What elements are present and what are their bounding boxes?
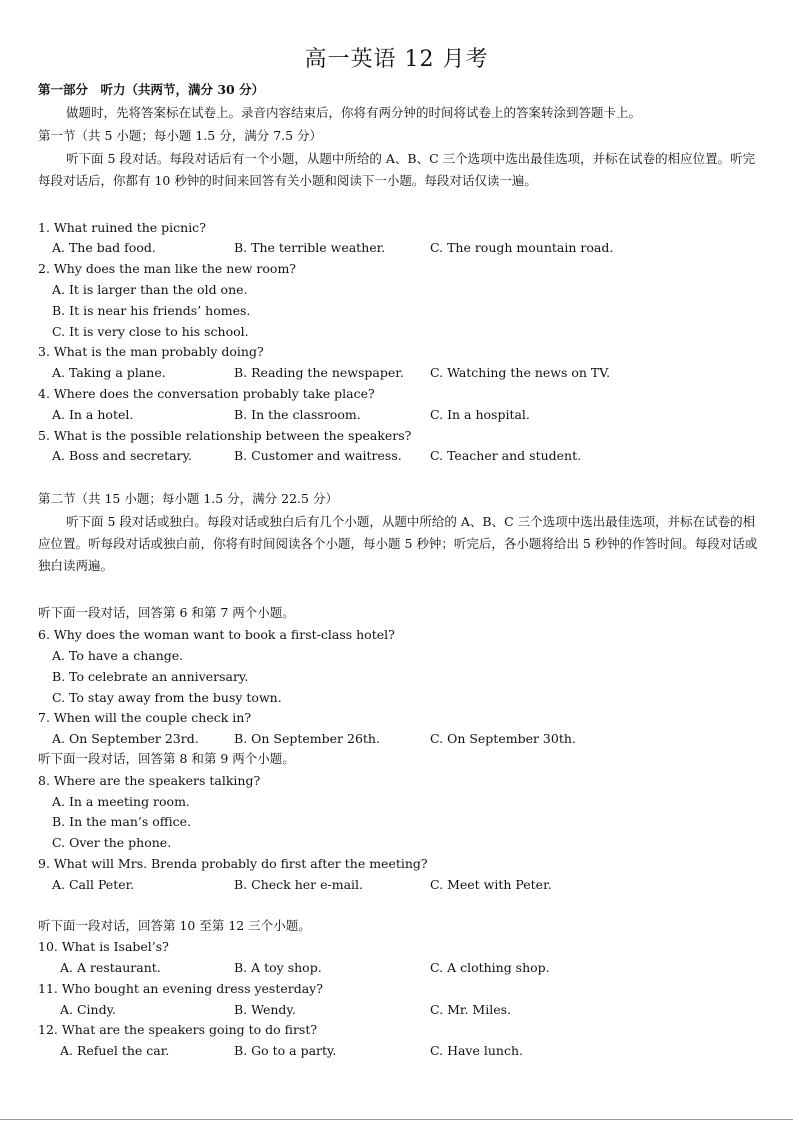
q9-option-c: C. Meet with Peter. xyxy=(430,877,552,892)
question-12: 12. What are the speakers going to do first? xyxy=(38,1022,318,1037)
q1-option-c: C. The rough mountain road. xyxy=(430,240,614,255)
dialog-10-12-instruction: 听下面一段对话，回答第 10 至第 12 三个小题。 xyxy=(38,918,311,933)
dialog-6-7-instruction: 听下面一段对话，回答第 6 和第 7 两个小题。 xyxy=(38,605,295,620)
section1-instruction: 听下面 5 段对话。每段对话后有一个小题，从题中所给的 A、B、C 三个选项中选出最佳选项，并标在试卷的相应位置。听完每段对话后，你都有 10 秒钟的时间来回答有关小题和阅读下一小题。每段对话仅读一遍。 xyxy=(38,151,756,188)
q10-option-b: B. A toy shop. xyxy=(234,960,322,975)
q12-option-b: B. Go to a party. xyxy=(234,1043,337,1058)
q3-option-a: A. Taking a plane. xyxy=(52,365,166,380)
question-1: 1. What ruined the picnic? xyxy=(38,220,206,235)
q2-option-a: A. It is larger than the old one. xyxy=(52,282,248,297)
q5-option-c: C. Teacher and student. xyxy=(430,448,582,463)
q12-option-a: A. Refuel the car. xyxy=(60,1043,170,1058)
q11-option-b: B. Wendy. xyxy=(234,1002,296,1017)
q5-option-a: A. Boss and secretary. xyxy=(52,448,192,463)
q9-option-a: A. Call Peter. xyxy=(52,877,135,892)
q1-option-b: B. The terrible weather. xyxy=(234,240,386,255)
q4-option-a: A. In a hotel. xyxy=(52,407,134,422)
q6-option-a: A. To have a change. xyxy=(52,648,184,663)
q2-option-c: C. It is very close to his school. xyxy=(52,324,249,339)
q5-option-b: B. Customer and waitress. xyxy=(234,448,402,463)
question-3: 3. What is the man probably doing? xyxy=(38,344,264,359)
q7-option-c: C. On September 30th. xyxy=(430,731,576,746)
page-title: 高一英语 12 月考 xyxy=(304,47,489,72)
q4-option-b: B. In the classroom. xyxy=(234,407,361,422)
q12-option-c: C. Have lunch. xyxy=(430,1043,523,1058)
q1-option-a: A. The bad food. xyxy=(52,240,156,255)
q7-option-b: B. On September 26th. xyxy=(234,731,380,746)
q8-option-c: C. Over the phone. xyxy=(52,835,172,850)
section2-heading: 第二节（共 15 小题；每小题 1.5 分，满分 22.5 分） xyxy=(38,491,338,506)
q8-option-b: B. In the man’s office. xyxy=(52,814,192,829)
q6-option-c: C. To stay away from the busy town. xyxy=(52,690,282,705)
q11-option-a: A. Cindy. xyxy=(60,1002,116,1017)
section2-instruction: 听下面 5 段对话或独白。每段对话或独白后有几个小题，从题中所给的 A、B、C 三个选项中选出最佳选项，并标在试卷的相应位置。听每段对话或独白前，你将有时间阅读各个小题，每小题 5 秒钟；听完后，各小题将给出 5 秒钟的作答时间。每段对话或独白读两遍。 xyxy=(38,514,758,573)
q3-option-b: B. Reading the newspaper. xyxy=(234,365,404,380)
question-9: 9. What will Mrs. Brenda probably do first after the meeting? xyxy=(38,856,428,871)
question-4: 4. Where does the conversation probably take place? xyxy=(38,386,375,401)
q4-option-c: C. In a hospital. xyxy=(430,407,530,422)
question-8: 8. Where are the speakers talking? xyxy=(38,773,261,788)
part1-instruction: 做题时，先将答案标在试卷上。录音内容结束后，你将有两分钟的时间将试卷上的答案转涂到答题卡上。 xyxy=(66,105,642,120)
question-5: 5. What is the possible relationship between the speakers? xyxy=(38,428,412,443)
part1-heading: 第一部分 听力（共两节，满分 30 分） xyxy=(38,82,265,97)
q3-option-c: C. Watching the news on TV. xyxy=(430,365,611,380)
question-6: 6. Why does the woman want to book a first-class hotel? xyxy=(38,627,395,642)
q10-option-c: C. A clothing shop. xyxy=(430,960,550,975)
q10-option-a: A. A restaurant. xyxy=(60,960,161,975)
question-11: 11. Who bought an evening dress yesterday? xyxy=(38,981,323,996)
q6-option-b: B. To celebrate an anniversary. xyxy=(52,669,249,684)
dialog-8-9-instruction: 听下面一段对话，回答第 8 和第 9 两个小题。 xyxy=(38,751,295,766)
question-7: 7. When will the couple check in? xyxy=(38,710,252,725)
page-bottom-divider xyxy=(0,1119,793,1120)
q2-option-b: B. It is near his friends’ homes. xyxy=(52,303,251,318)
q7-option-a: A. On September 23rd. xyxy=(52,731,199,746)
question-10: 10. What is Isabel’s? xyxy=(38,939,169,954)
question-2: 2. Why does the man like the new room? xyxy=(38,261,297,276)
q11-option-c: C. Mr. Miles. xyxy=(430,1002,511,1017)
q9-option-b: B. Check her e-mail. xyxy=(234,877,363,892)
q8-option-a: A. In a meeting room. xyxy=(52,794,190,809)
section1-heading: 第一节（共 5 小题；每小题 1.5 分，满分 7.5 分） xyxy=(38,128,323,143)
